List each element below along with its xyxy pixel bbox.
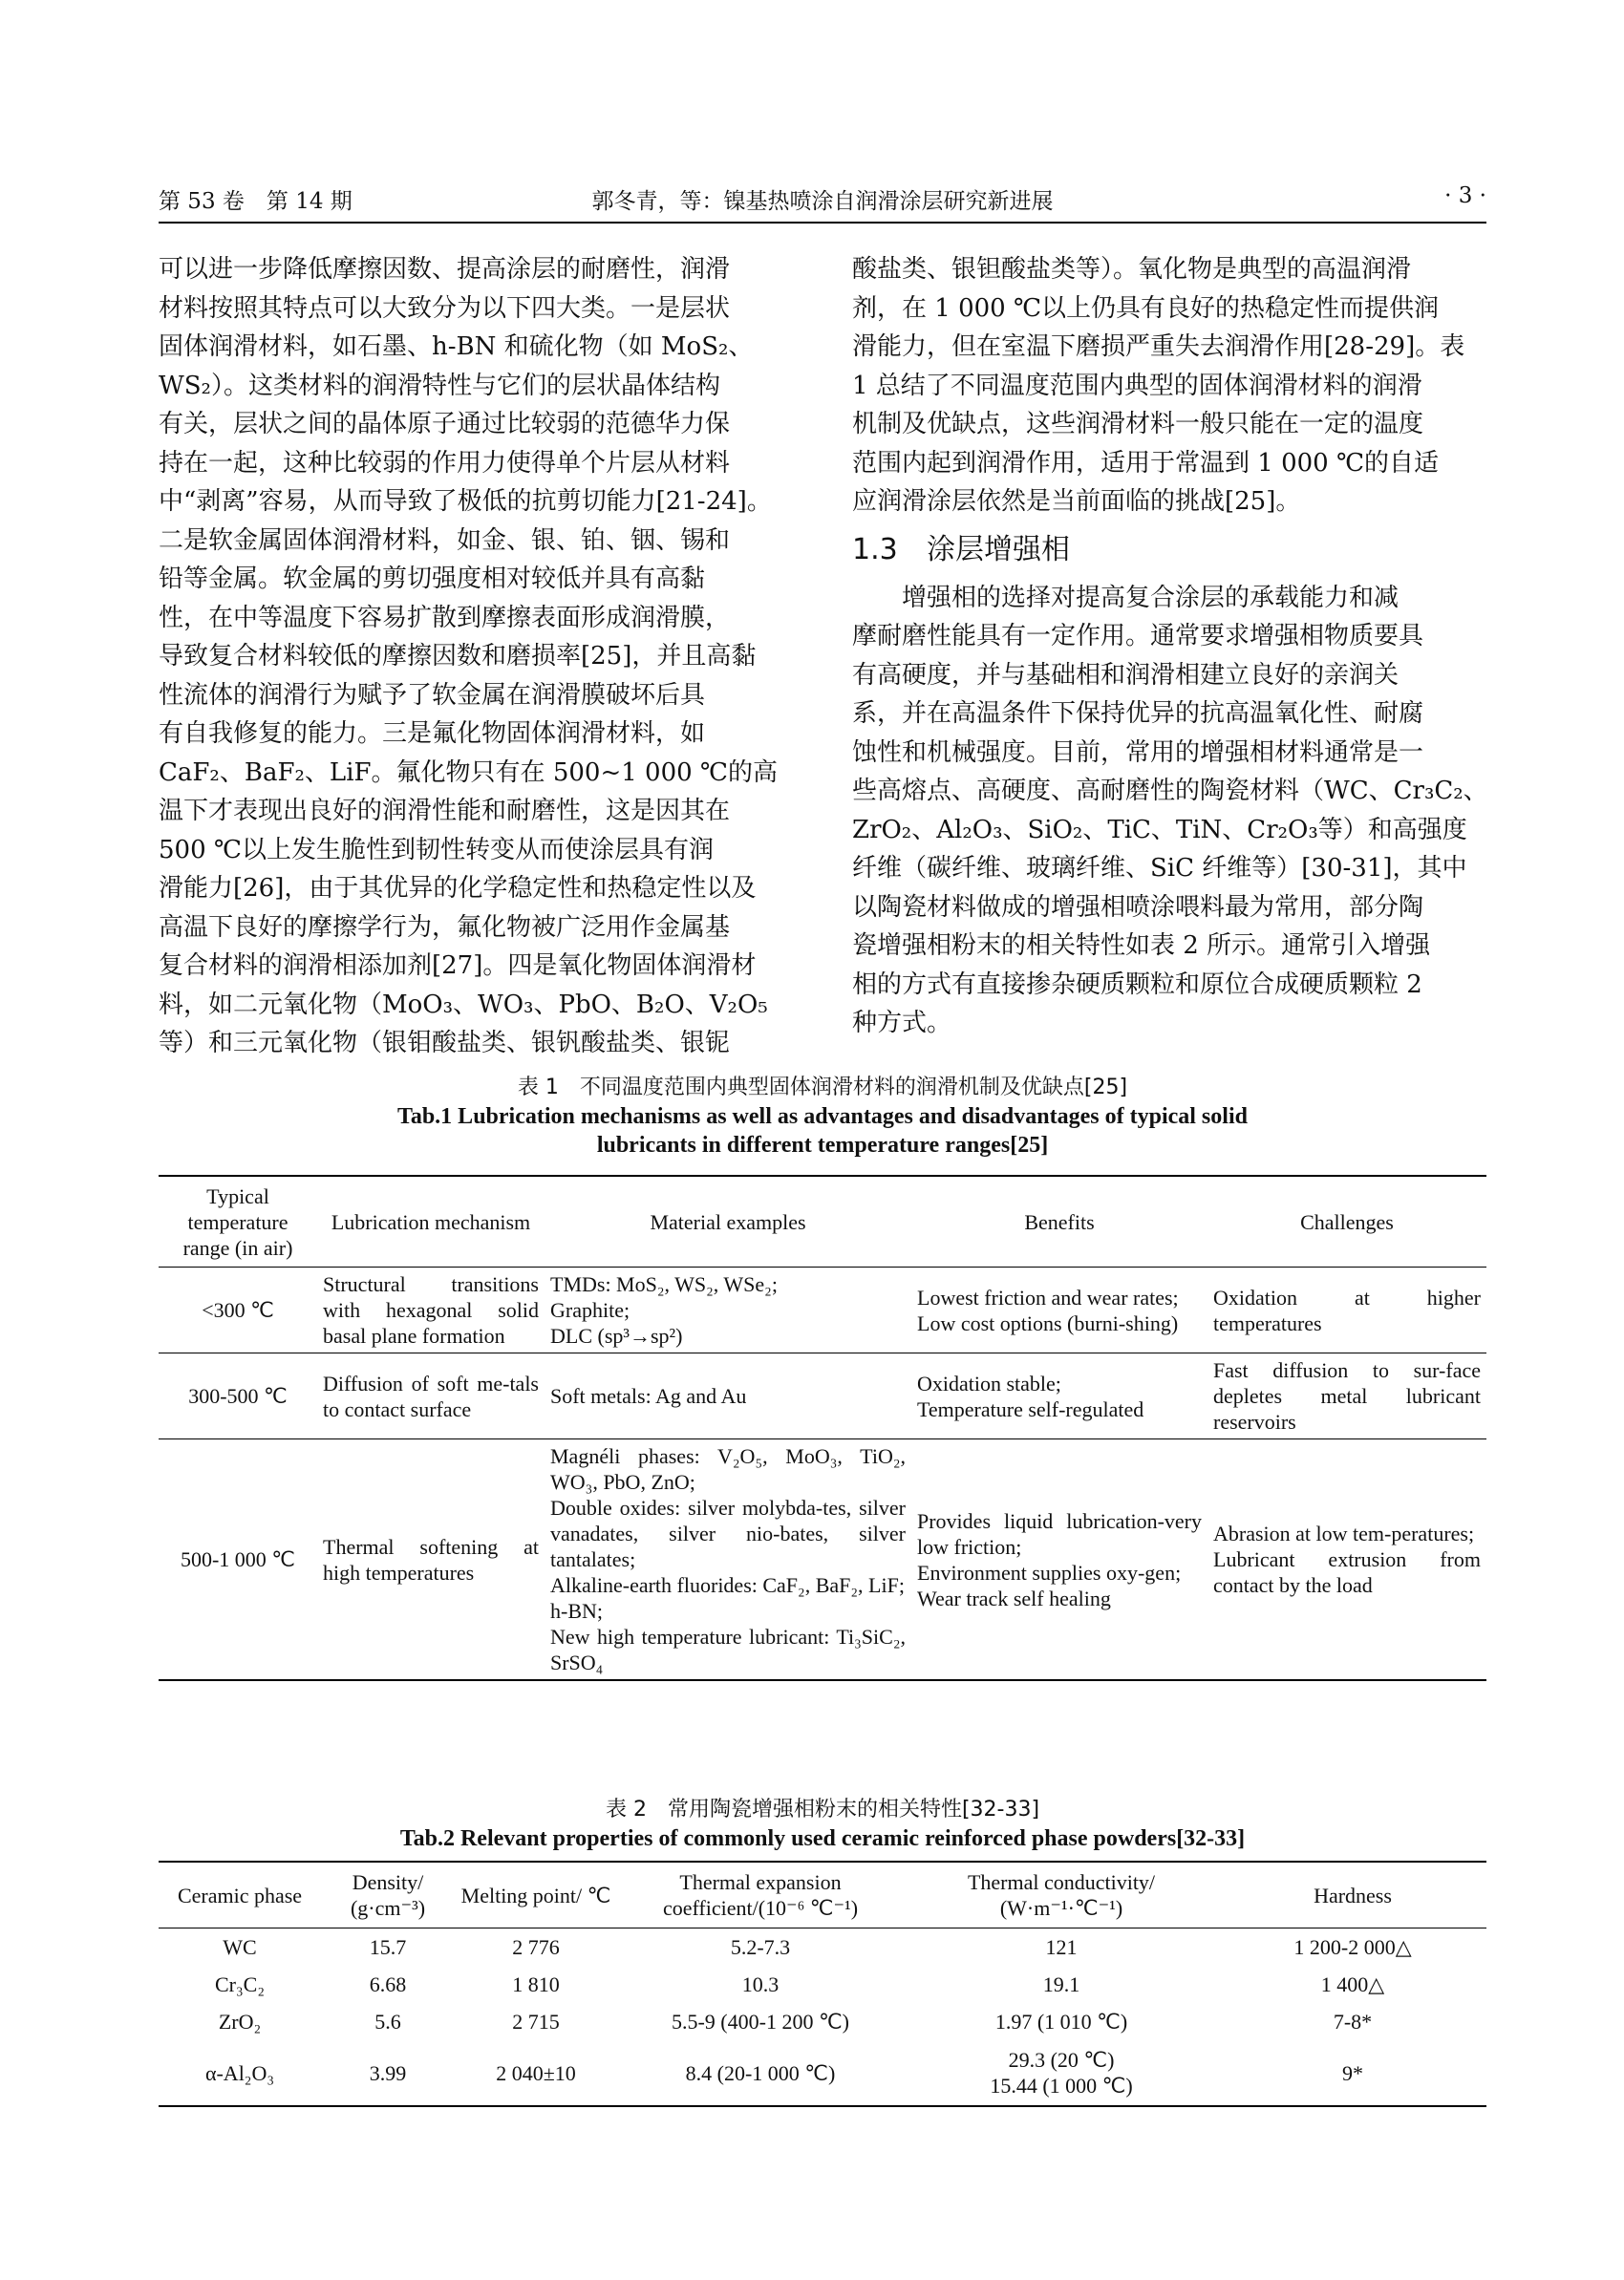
table2-cell: 9*: [1342, 2060, 1363, 2085]
benefits-item: Environment supplies oxy-gen;: [917, 1560, 1182, 1585]
table2: [159, 1861, 1486, 2107]
text-line: 有自我修复的能力。三是氟化物固体润滑材料，如: [159, 719, 706, 748]
table2-cell: 2 715: [512, 2010, 560, 2034]
text-line: 高温下良好的摩擦学行为，氟化物被广泛用作金属基: [159, 912, 731, 942]
text-line: 性流体的润滑行为赋予了软金属在润滑膜破坏后具: [159, 680, 706, 710]
table1-caption: [159, 1074, 1486, 1160]
text-line: 性，在中等温度下容易扩散到摩擦表面形成润滑膜，: [159, 603, 731, 632]
mechanism-cell: Thermal softening at high temperatures: [323, 1534, 539, 1585]
table2-header-density: Density/ (g·cm⁻³): [321, 1862, 455, 1928]
table2-cell: 1 810: [512, 1972, 560, 1996]
text-line: 持在一起，这种比较弱的作用力使得单个片层从材料: [159, 448, 731, 478]
range-cell: 500-1 000 ℃: [180, 1547, 296, 1571]
challenges-item: Lubricant extrusion from contact by the load: [1213, 1547, 1481, 1597]
text-line: 1 总结了不同温度范围内典型的固体润滑材料的润滑: [852, 371, 1422, 400]
text-line: 种方式。: [852, 1009, 952, 1037]
text-line: 剂，在 1 000 ℃以上仍具有良好的热稳定性而提供润: [852, 293, 1440, 323]
materials-cell: [545, 1439, 911, 1681]
table2-row: [159, 2040, 1486, 2106]
left-text-column: [159, 250, 808, 1063]
materials-cell: [545, 1353, 911, 1439]
table2-cell: 1 200-2 000△: [1293, 1935, 1412, 1959]
materials-item: New high temperature lubricant: Ti₃SiC₂, SrSO₄: [550, 1625, 906, 1674]
table2-cell: 1 400△: [1320, 1972, 1385, 1996]
table1-row: [159, 1439, 1486, 1681]
benefits-item: Low cost options (burni-shing): [917, 1310, 1179, 1335]
materials-item: DLC (sp³→sp²): [550, 1324, 683, 1348]
table1-header-materials: Material examples: [545, 1176, 911, 1268]
table1-header-challenges: Challenges: [1207, 1176, 1486, 1268]
table2-cell: 5.6: [374, 2010, 401, 2034]
table2-caption: [159, 1796, 1486, 1853]
text-line: 增强相的选择对提高复合涂层的承载能力和减: [902, 583, 1400, 612]
text-line: 摩耐磨性能具有一定作用。通常要求增强相物质要具: [852, 622, 1424, 650]
text-line: CaF₂、BaF₂、LiF。氟化物只有在 500~1 000 ℃的高: [159, 757, 779, 787]
table2-cell: 2 776: [512, 1935, 560, 1959]
table2-row: [159, 1928, 1486, 1967]
table1-header-range: Typical temperature range (in air): [159, 1176, 317, 1268]
table1-row: [159, 1353, 1486, 1439]
text-line: 滑能力[26]，由于其优异的化学稳定性和热稳定性以及: [159, 874, 757, 903]
text-line: 可以进一步降低摩擦因数、提高涂层的耐磨性，润滑: [159, 255, 731, 284]
materials-item: Magnéli phases: V₂O₅, MoO₃, TiO₂, WO₃, PbO, ZnO;: [550, 1444, 906, 1494]
table1-header-mechanism: Lubrication mechanism: [317, 1176, 545, 1268]
table2-cell: 8.4 (20-1 000 ℃): [685, 2060, 836, 2085]
page-number: · 3 ·: [1444, 183, 1486, 208]
benefits-item: Temperature self-regulated: [917, 1396, 1144, 1421]
table2-cell: 10.3: [741, 1972, 780, 1996]
table2-header-expansion: Thermal expansion coefficient/(10⁻⁶ ℃⁻¹): [617, 1862, 904, 1928]
text-line: 导致复合材料较低的摩擦因数和磨损率[25]，并且高黏: [159, 642, 757, 671]
table1-caption-en-line1: Tab.1 Lubrication mechanisms as well as advantages and disadvantages of typical solid: [397, 1104, 1248, 1129]
benefits-cell: [911, 1353, 1207, 1439]
challenges-cell: [1207, 1353, 1486, 1439]
materials-item: Double oxides: silver molybda-tes, silver vanadates, silver nio-bates, silver tantalates;: [550, 1496, 906, 1571]
benefits-item: Lowest friction and wear rates;: [917, 1285, 1179, 1310]
challenges-item: Oxidation at higher temperatures: [1213, 1285, 1481, 1335]
text-line: 机制及优缺点，这些润滑材料一般只能在一定的温度: [852, 410, 1424, 438]
text-line: 二是软金属固体润滑材料，如金、银、铂、铟、锡和: [159, 525, 731, 555]
text-line: 瓷增强相粉末的相关特性如表 2 所示。通常引入增强: [852, 931, 1431, 960]
table1-caption-zh: 表 1 不同温度范围内典型固体润滑材料的润滑机制及优缺点[25]: [517, 1076, 1128, 1099]
materials-item: Alkaline-earth fluorides: CaF₂, BaF₂, LiF;: [550, 1573, 905, 1597]
table2-row: [159, 2003, 1486, 2040]
table2-cell: Cr₃C₂: [214, 1972, 265, 1996]
journal-volume: 第 53 卷 第 14 期: [159, 189, 353, 214]
article-short-title: 郭冬青，等：镍基热喷涂自润滑涂层研究新进展: [591, 189, 1054, 214]
materials-item: Soft metals: Ag and Au: [550, 1384, 747, 1408]
table2-cell: 5.2-7.3: [730, 1935, 791, 1959]
table1-row: [159, 1268, 1486, 1353]
challenges-cell: [1207, 1439, 1486, 1681]
text-line: 温下才表现出良好的润滑性能和耐磨性，这是因其在: [159, 797, 731, 825]
text-line: WS₂）。这类材料的润滑特性与它们的层状晶体结构: [159, 371, 720, 400]
table2-header-hardness: Hardness: [1219, 1862, 1486, 1928]
materials-item: Graphite;: [550, 1298, 630, 1322]
text-line: 以陶瓷材料做成的增强相喷涂喂料最为常用，部分陶: [852, 892, 1424, 922]
text-line: 酸盐类、银钽酸盐类等）。氧化物是典型的高温润滑: [852, 255, 1412, 284]
table2-cell: 1.97 (1 010 ℃): [994, 2010, 1128, 2034]
table2-caption-zh: 表 2 常用陶瓷增强相粉末的相关特性[32-33]: [605, 1798, 1040, 1822]
table2-cell: 5.5-9 (400-1 200 ℃): [671, 2010, 849, 2034]
text-line: 复合材料的润滑相添加剂[27]。四是氧化物固体润滑材: [159, 951, 757, 980]
text-line: 系，并在高温条件下保持优异的抗高温氧化性、耐腐: [852, 699, 1424, 728]
benefits-item: Wear track self healing: [917, 1586, 1111, 1610]
section-heading: [852, 527, 1485, 573]
table2-cell: 7-8*: [1333, 2010, 1373, 2034]
text-line: 固体润滑材料，如石墨、h-BN 和硫化物（如 MoS₂、: [159, 332, 754, 361]
text-line: 料，如二元氧化物（MoO₃、WO₃、PbO、B₂O、V₂O₅: [159, 990, 768, 1019]
table2-cell: α-Al₂O₃: [204, 2060, 275, 2085]
table2-cell: 19.1: [1042, 1972, 1080, 1996]
mechanism-cell: Diffusion of soft me-tals to contact surface: [317, 1353, 545, 1439]
table2-caption-en: Tab.2 Relevant properties of commonly used ceramic reinforced phase powders[32-33]: [399, 1826, 1246, 1851]
benefits-cell: [911, 1268, 1207, 1353]
table2-cell: 2 040±10: [496, 2060, 576, 2085]
text-line: 范围内起到润滑作用，适用于常温到 1 000 ℃的自适: [852, 448, 1440, 478]
table2-cell: 29.3 (20 ℃) 15.44 (1 000 ℃): [990, 2048, 1133, 2098]
text-line: 纤维（碳纤维、玻璃纤维、SiC 纤维等）[30-31]，其中: [852, 854, 1467, 883]
table2-cell: ZrO₂: [218, 2010, 262, 2034]
paragraph-continued: [852, 250, 1485, 522]
text-line: 中“剥离”容易，从而导致了极低的抗剪切能力[21-24]。: [159, 487, 772, 516]
table2-cell: 15.7: [369, 1935, 407, 1959]
benefits-item: Provides liquid lubrication-very low friction;: [917, 1508, 1202, 1559]
text-line: 有关，层状之间的晶体原子通过比较弱的范德华力保: [159, 410, 731, 438]
table2-header-conductivity: Thermal conductivity/ (W·m⁻¹·℃⁻¹): [904, 1862, 1219, 1928]
table1-caption-en-line2: lubricants in different temperature ranges[25]: [596, 1133, 1049, 1158]
section-title: 涂层增强相: [927, 532, 1070, 566]
table2-cell: 3.99: [369, 2060, 407, 2085]
text-line: 材料按照其特点可以大致分为以下四大类。一是层状: [159, 293, 731, 323]
table2-cell: 6.68: [369, 1972, 407, 1996]
challenges-item: Abrasion at low tem-peratures;: [1213, 1522, 1475, 1545]
table1-header-benefits: Benefits: [911, 1176, 1207, 1268]
text-line: 些高熔点、高硬度、高耐磨性的陶瓷材料（WC、Cr₃C₂、: [852, 777, 1488, 805]
text-line: 相的方式有直接掺杂硬质颗粒和原位合成硬质颗粒 2: [852, 970, 1422, 999]
range-cell: 300-500 ℃: [159, 1353, 317, 1439]
text-line: 应润滑涂层依然是当前面临的挑战[25]。: [852, 487, 1301, 516]
range-cell: <300 ℃: [159, 1268, 317, 1353]
text-line: 500 ℃以上发生脆性到韧性转变从而使涂层具有润: [159, 835, 714, 864]
table2-cell: WC: [223, 1935, 257, 1959]
materials-cell: [545, 1268, 911, 1353]
mechanism-cell: Structural transitions with hexagonal solid basal plane formation: [317, 1268, 545, 1353]
materials-item: TMDs: MoS₂, WS₂, WSe₂;: [550, 1272, 778, 1296]
text-line: 滑能力，但在室温下磨损严重失去润滑作用[28-29]。表: [852, 332, 1465, 361]
text-line: 铅等金属。软金属的剪切强度相对较低并具有高黏: [159, 565, 706, 593]
text-line: 等）和三元氧化物（银钼酸盐类、银钒酸盐类、银铌: [159, 1029, 731, 1057]
table2-header-phase: Ceramic phase: [159, 1862, 321, 1928]
paragraph-reinforcement: [852, 579, 1488, 1043]
benefits-item: Oxidation stable;: [917, 1371, 1061, 1396]
text-line: ZrO₂、Al₂O₃、SiO₂、TiC、TiN、Cr₂O₃等）和高强度: [852, 815, 1467, 844]
text-line: 有高硬度，并与基础相和润滑相建立良好的亲润关: [852, 660, 1400, 690]
benefits-cell: [911, 1439, 1207, 1681]
table2-row: [159, 1966, 1486, 2003]
table2-cell: 121: [1045, 1935, 1078, 1959]
table2-header-melting: Melting point/ ℃: [455, 1862, 617, 1928]
running-header: [159, 178, 1486, 224]
challenges-item: Fast diffusion to sur-face depletes metal lubricant reservoirs: [1213, 1358, 1481, 1434]
section-number: 1.3: [852, 532, 898, 566]
table1: [159, 1175, 1486, 1681]
materials-item: h-BN;: [550, 1599, 603, 1623]
right-text-column: [852, 250, 1488, 1043]
text-line: 蚀性和机械强度。目前，常用的增强相材料通常是一: [852, 737, 1424, 767]
challenges-cell: [1207, 1268, 1486, 1353]
